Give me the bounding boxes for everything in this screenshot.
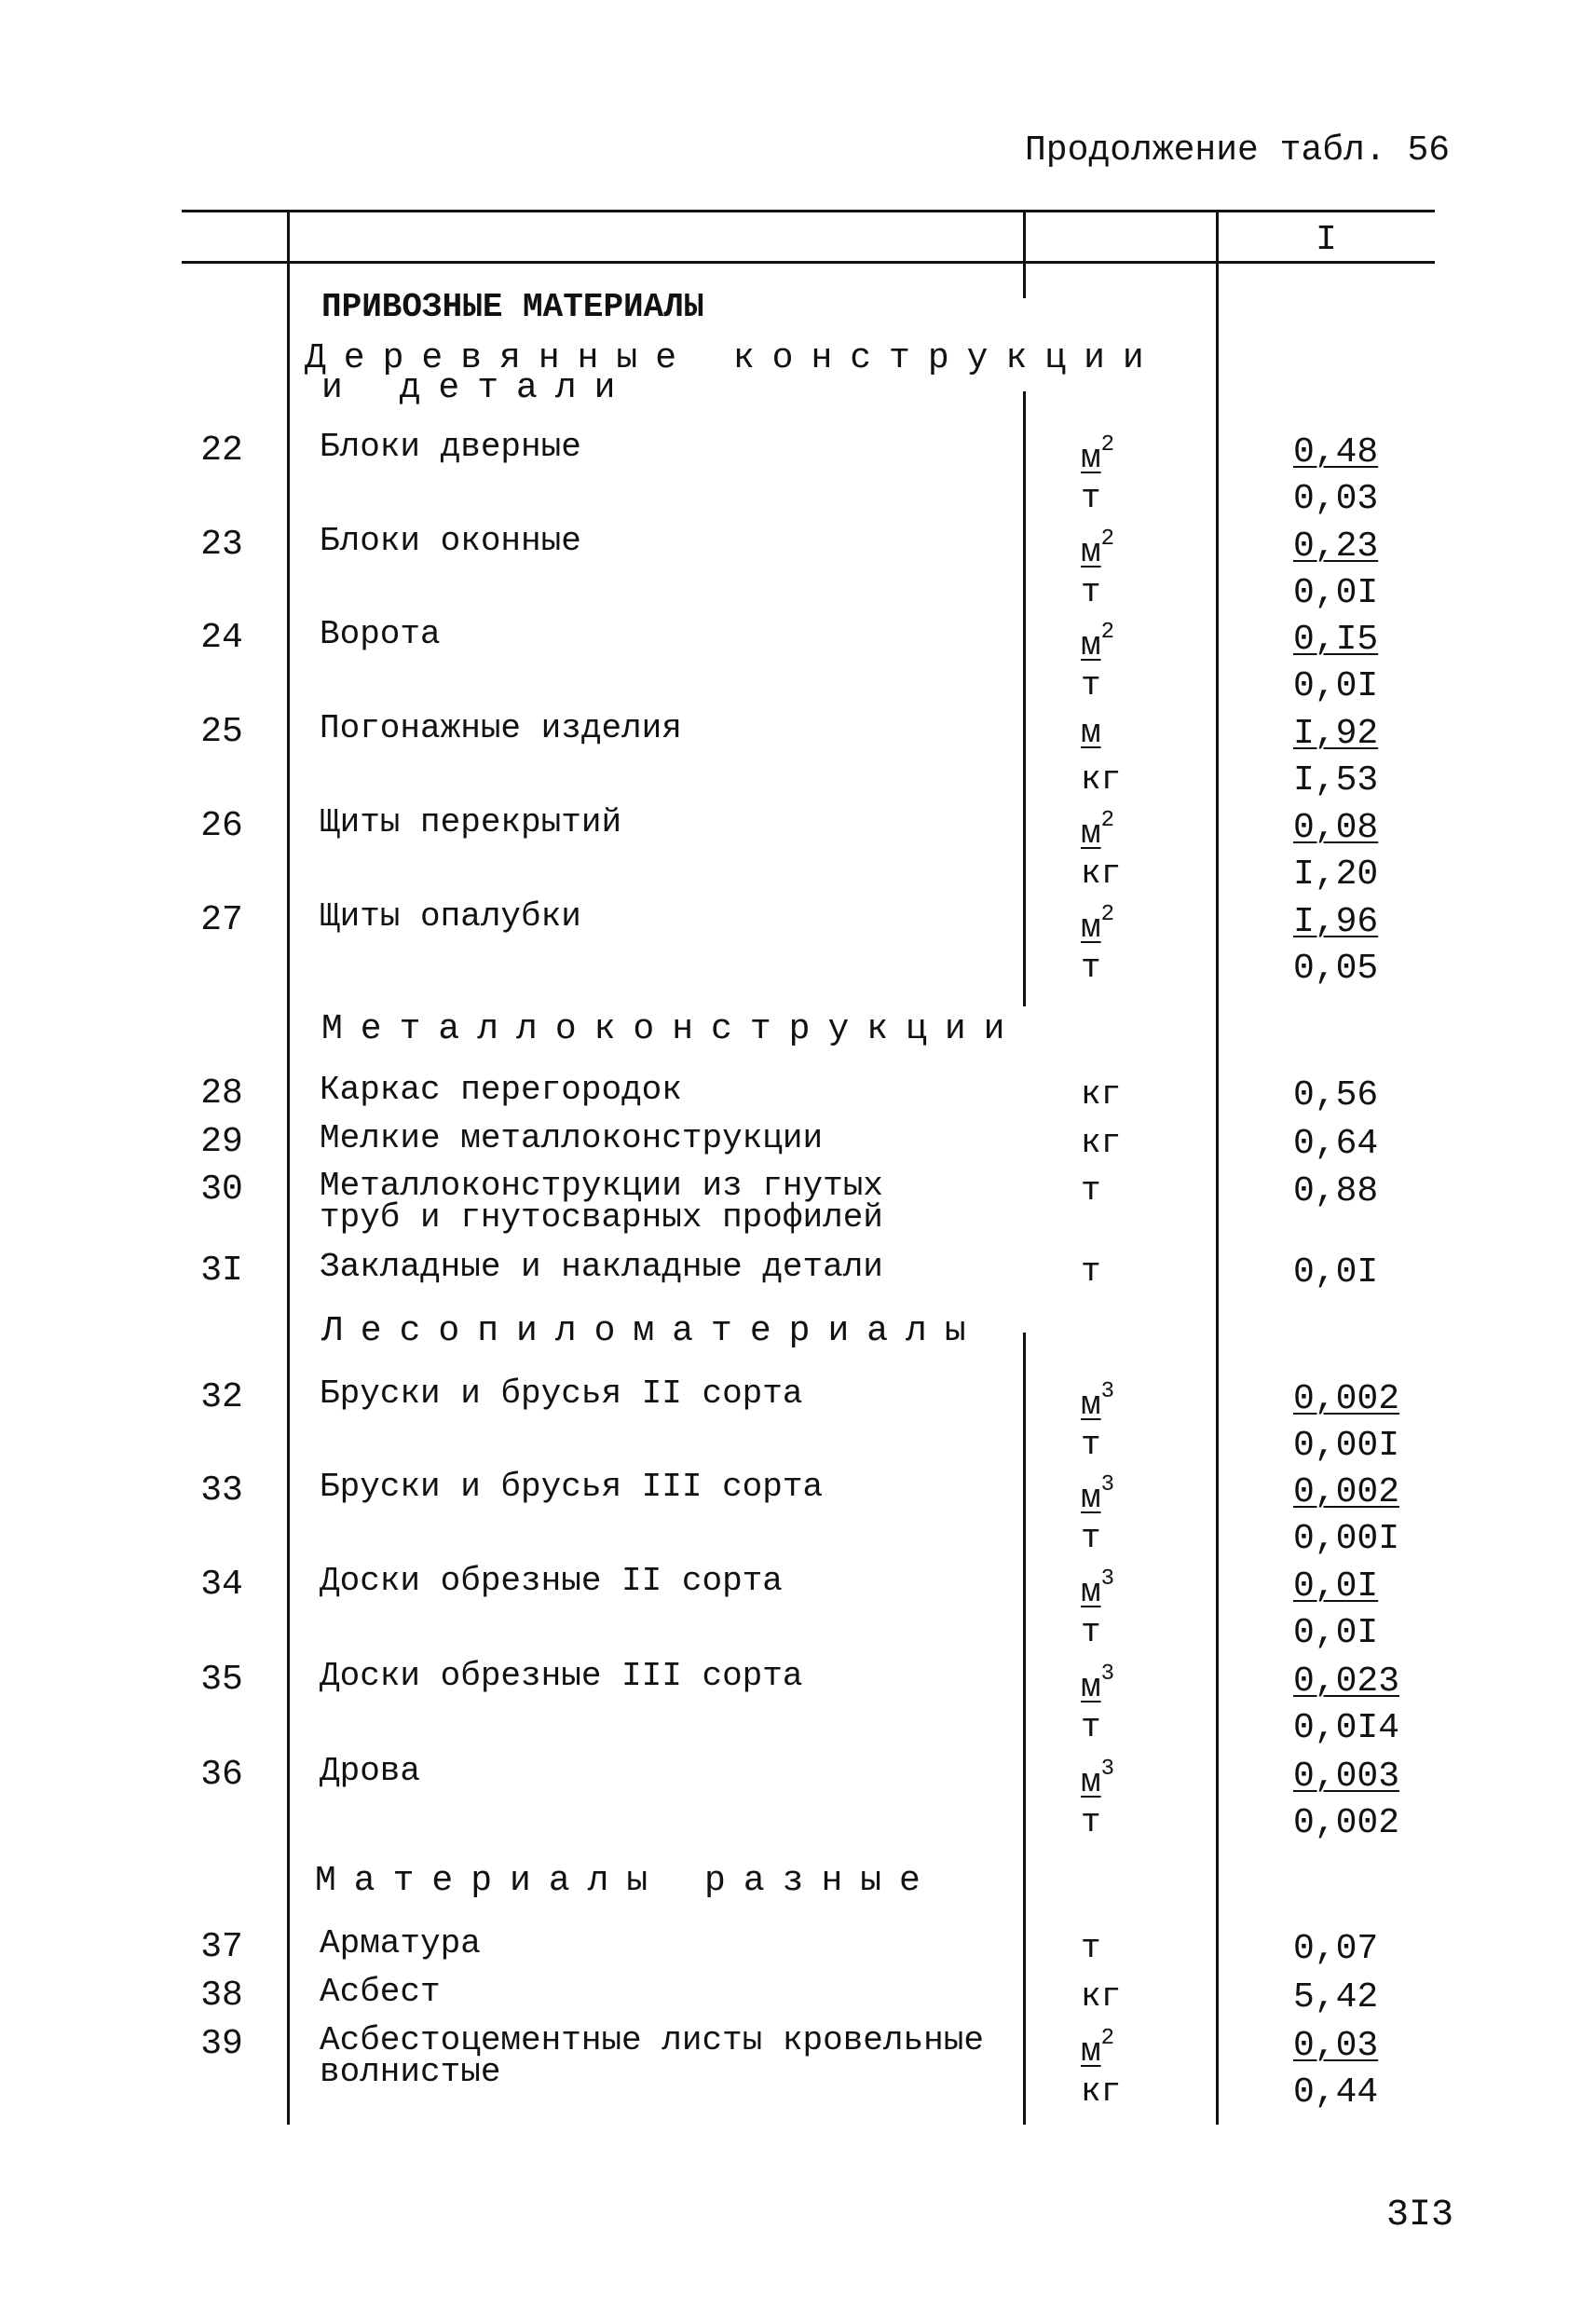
row-unit-base: м [1081,909,1101,947]
row-unit-exponent: 2 [1100,902,1115,927]
row-name: Асбест [320,1973,441,2011]
section-heading-wood: Деревянные конструкции [305,338,1162,378]
row-unit [1081,1472,1114,1517]
row-value-secondary: 0,44 [1293,2072,1379,2113]
row-unit-base: м [1081,714,1101,752]
row-unit-exponent: 3 [1100,1757,1115,1782]
row-unit [1081,1757,1114,1801]
row-unit [1081,1566,1114,1611]
row-unit-base: м [1081,1479,1101,1517]
row-value-secondary: 0,0I [1293,1613,1379,1653]
row-number: 27 [200,900,243,940]
row-name: Бруски и брусья II сорта [320,1374,803,1413]
row-unit-base: м [1081,1386,1101,1424]
page-number: 3I3 [1386,2195,1454,2236]
row-number: 33 [200,1470,243,1511]
row-value: 0,08 [1293,808,1379,848]
row-value-secondary: 0,0I [1293,573,1379,613]
row-name: Асбестоцементные листы кровельные [320,2021,984,2059]
row-value: 0,003 [1293,1757,1400,1797]
row-unit-base: м [1081,439,1101,477]
row-unit [1081,1252,1101,1291]
row-unit-base: кг [1081,1075,1122,1114]
row-unit [1081,1977,1121,2016]
row-name: Арматура [320,1924,481,1962]
row-name: Бруски и брусья III сорта [320,1468,824,1506]
row-name-continuation: волнистые [320,2053,501,2091]
row-value: 0,64 [1293,1124,1379,1164]
row-number: 29 [200,1122,243,1162]
row-value: 0,88 [1293,1171,1379,1211]
row-value-secondary: 0,0I4 [1293,1708,1400,1748]
row-unit-secondary: кг [1081,760,1122,799]
row-unit-base: м [1081,1573,1101,1611]
row-number: 26 [200,806,243,846]
row-unit-exponent: 2 [1100,526,1115,552]
row-value: 0,0I [1293,1566,1379,1607]
row-name: Закладные и накладные детали [320,1248,883,1286]
row-unit [1081,714,1101,752]
header-rule [182,261,1435,264]
row-number: 22 [200,431,243,471]
row-unit [1081,526,1114,571]
row-unit-exponent: 2 [1100,808,1115,833]
row-unit-base: кг [1081,1977,1122,2016]
row-value: 0,56 [1293,1075,1379,1115]
row-number: 32 [200,1377,243,1417]
row-unit-base: т [1081,1252,1101,1291]
row-value: I,92 [1293,714,1379,754]
row-value-secondary: I,20 [1293,855,1379,895]
section-heading-misc: Материалы разные [315,1861,938,1901]
row-name: Блоки оконные [320,522,581,560]
row-number: 24 [200,618,243,658]
row-unit [1081,1171,1101,1210]
row-unit-exponent: 2 [1100,620,1115,645]
row-unit-base: м [1081,1763,1101,1801]
col-divider-3 [1216,210,1219,2125]
row-value: I,96 [1293,902,1379,942]
row-unit-base: т [1081,1929,1101,1967]
row-name: Мелкие металлоконструкции [320,1119,824,1157]
col-divider-1 [287,210,290,2125]
row-name-continuation: труб и гнутосварных профилей [320,1198,883,1237]
row-name: Металлоконструкции из гнутых [320,1167,883,1205]
row-unit-secondary: т [1081,666,1101,704]
row-unit-secondary: кг [1081,855,1122,893]
row-name: Щиты перекрытий [320,803,622,841]
row-unit-secondary: т [1081,1803,1101,1841]
row-unit-base: м [1081,533,1101,571]
row-number: 28 [200,1073,243,1114]
row-unit [1081,1929,1101,1967]
row-value-secondary: 0,0I [1293,666,1379,706]
row-unit [1081,808,1114,853]
row-unit-exponent: 3 [1100,1379,1115,1404]
row-name: Доски обрезные II сорта [320,1562,783,1600]
row-unit-exponent: 3 [1100,1566,1115,1592]
row-number: 3I [200,1251,243,1291]
row-unit [1081,1661,1114,1706]
row-value-secondary: 0,00I [1293,1519,1400,1559]
column-header-label: I [1316,220,1337,260]
row-name: Блоки дверные [320,428,581,466]
row-name: Доски обрезные III сорта [320,1657,803,1695]
row-value-secondary: 0,002 [1293,1803,1400,1843]
row-value: 0,002 [1293,1472,1400,1512]
row-value: 0,07 [1293,1929,1379,1969]
row-number: 25 [200,712,243,752]
top-rule [182,210,1435,212]
row-unit-secondary: т [1081,949,1101,987]
row-unit [1081,902,1114,947]
row-number: 38 [200,1976,243,2016]
row-value: 0,48 [1293,432,1379,472]
row-value: 0,I5 [1293,620,1379,660]
row-unit-base: м [1081,1668,1101,1706]
row-name: Ворота [320,615,441,653]
row-number: 34 [200,1565,243,1605]
row-value-secondary: 0,00I [1293,1426,1400,1466]
row-number: 36 [200,1755,243,1795]
row-unit [1081,432,1114,477]
col-divider-2b [1023,391,1026,1006]
section-heading-lumber: Лесопиломатериалы [321,1311,984,1351]
row-value-secondary: 0,05 [1293,949,1379,989]
section-heading-wood-2: и детали [321,368,634,408]
row-name: Щиты опалубки [320,897,581,936]
row-unit [1081,1379,1114,1424]
row-unit-exponent: 2 [1100,432,1115,458]
row-value-secondary: I,53 [1293,760,1379,800]
main-section-heading: ПРИВОЗНЫЕ МАТЕРИАЛЫ [321,288,704,326]
row-unit-base: м [1081,814,1101,853]
row-unit-base: т [1081,1171,1101,1210]
row-number: 35 [200,1660,243,1700]
row-unit-secondary: т [1081,1519,1101,1557]
row-unit-secondary: т [1081,1708,1101,1746]
row-unit-secondary: кг [1081,2072,1122,2111]
row-unit-exponent: 3 [1100,1472,1115,1497]
row-name: Погонажные изделия [320,709,682,747]
col-divider-2c [1023,1333,1026,2125]
row-value: 5,42 [1293,1977,1379,2017]
row-unit-exponent: 2 [1100,2026,1115,2051]
row-unit-base: м [1081,626,1101,664]
row-unit-secondary: т [1081,1613,1101,1651]
row-unit-exponent: 3 [1100,1661,1115,1687]
row-number: 37 [200,1927,243,1967]
row-unit-secondary: т [1081,479,1101,517]
row-name: Каркас перегородок [320,1071,682,1109]
row-value: 0,002 [1293,1379,1400,1419]
row-unit [1081,620,1114,664]
row-unit [1081,2026,1114,2071]
col-divider-2 [1023,210,1026,298]
row-name: Дрова [320,1752,421,1790]
row-unit-base: м [1081,2032,1101,2071]
section-heading-metal: Металлоконструкции [321,1009,1023,1049]
row-number: 23 [200,525,243,565]
row-value-secondary: 0,03 [1293,479,1379,519]
row-unit-secondary: т [1081,1426,1101,1464]
row-unit [1081,1075,1121,1114]
row-unit [1081,1124,1121,1162]
row-unit-base: кг [1081,1124,1122,1162]
row-value: 0,0I [1293,1252,1379,1292]
table-continuation-label: Продолжение табл. 56 [1025,130,1451,171]
row-value: 0,03 [1293,2026,1379,2066]
row-value: 0,023 [1293,1661,1400,1702]
row-number: 30 [200,1169,243,1210]
row-unit-secondary: т [1081,573,1101,611]
row-value: 0,23 [1293,526,1379,567]
row-number: 39 [200,2024,243,2064]
